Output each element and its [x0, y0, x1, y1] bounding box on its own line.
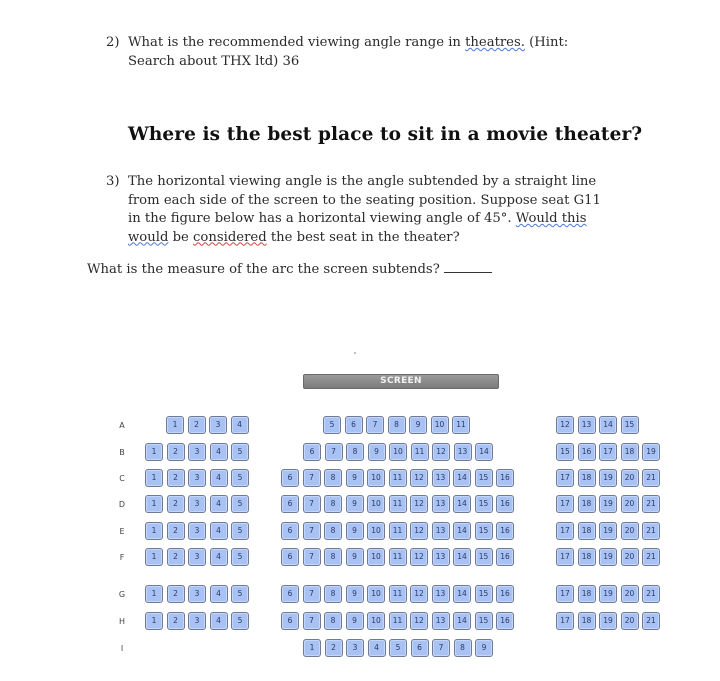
seat-g4[interactable]: 4	[210, 585, 228, 603]
seat-i6[interactable]: 6	[411, 639, 429, 657]
seat-h2[interactable]: 2	[167, 612, 185, 630]
seat-d18[interactable]: 18	[578, 495, 596, 513]
question-3	[106, 173, 686, 247]
stray-mark	[354, 352, 356, 354]
seat-g7[interactable]: 7	[303, 585, 321, 603]
seat-g15[interactable]: 15	[475, 585, 493, 603]
seat-a3[interactable]: 3	[209, 416, 227, 434]
seat-d11[interactable]: 11	[389, 495, 407, 513]
seat-c1[interactable]: 1	[145, 469, 163, 487]
arc-question	[87, 262, 492, 277]
seat-h11[interactable]: 11	[389, 612, 407, 630]
seat-e8[interactable]: 8	[324, 522, 342, 540]
spelling-flag-considered[interactable]: considered	[193, 229, 267, 245]
row-label-i: I	[120, 644, 124, 653]
seat-c19[interactable]: 19	[599, 469, 617, 487]
seat-f21[interactable]: 21	[642, 548, 660, 566]
seat-d14[interactable]: 14	[453, 495, 471, 513]
seat-a13[interactable]: 13	[578, 416, 596, 434]
seat-g11[interactable]: 11	[389, 585, 407, 603]
seat-f7[interactable]: 7	[303, 548, 321, 566]
seat-f16[interactable]: 16	[496, 548, 514, 566]
row-label-a: A	[119, 421, 125, 430]
seat-f9[interactable]: 9	[346, 548, 364, 566]
seat-h20[interactable]: 20	[621, 612, 639, 630]
question-2-number: 2)	[106, 35, 120, 50]
seat-a8[interactable]: 8	[388, 416, 406, 434]
section-heading: Where is the best place to sit in a movie theater?	[128, 124, 643, 145]
seat-a9[interactable]: 9	[409, 416, 427, 434]
seat-d16[interactable]: 16	[496, 495, 514, 513]
seat-d5[interactable]: 5	[231, 495, 249, 513]
grammar-flag-would-this[interactable]: Would this	[515, 211, 587, 226]
seat-e13[interactable]: 13	[432, 522, 450, 540]
seat-e21[interactable]: 21	[642, 522, 660, 540]
seat-h10[interactable]: 10	[367, 612, 385, 630]
seat-b11[interactable]: 11	[411, 443, 429, 461]
question-3-line2: from each side of the screen to the seating position. Suppose seat G11	[128, 192, 601, 208]
seat-e1[interactable]: 1	[145, 522, 163, 540]
seat-f1[interactable]: 1	[145, 548, 163, 566]
seat-g14[interactable]: 14	[453, 585, 471, 603]
seat-b8[interactable]: 8	[346, 443, 364, 461]
seat-d15[interactable]: 15	[475, 495, 493, 513]
seat-b6[interactable]: 6	[303, 443, 321, 461]
seat-f14[interactable]: 14	[453, 548, 471, 566]
seat-b14[interactable]: 14	[475, 443, 493, 461]
seat-g2[interactable]: 2	[167, 585, 185, 603]
seat-c3[interactable]: 3	[188, 469, 206, 487]
question-2-line1: What is the recommended viewing angle range in	[128, 35, 466, 50]
seat-d8[interactable]: 8	[324, 495, 342, 513]
seat-e4[interactable]: 4	[210, 522, 228, 540]
seat-c16[interactable]: 16	[496, 469, 514, 487]
seat-h1[interactable]: 1	[145, 612, 163, 630]
seat-c18[interactable]: 18	[578, 469, 596, 487]
seat-d10[interactable]: 10	[367, 495, 385, 513]
seat-b19[interactable]: 19	[642, 443, 660, 461]
seat-c5[interactable]: 5	[231, 469, 249, 487]
seat-e10[interactable]: 10	[367, 522, 385, 540]
seat-c6[interactable]: 6	[281, 469, 299, 487]
seat-c8[interactable]: 8	[324, 469, 342, 487]
seat-a6[interactable]: 6	[345, 416, 363, 434]
seat-h13[interactable]: 13	[432, 612, 450, 630]
seat-i2[interactable]: 2	[325, 639, 343, 657]
seat-a12[interactable]: 12	[556, 416, 574, 434]
seat-b1[interactable]: 1	[145, 443, 163, 461]
seat-e19[interactable]: 19	[599, 522, 617, 540]
seat-f8[interactable]: 8	[324, 548, 342, 566]
seat-a15[interactable]: 15	[621, 416, 639, 434]
seat-a4[interactable]: 4	[231, 416, 249, 434]
row-label-d: D	[118, 500, 126, 509]
seat-h18[interactable]: 18	[578, 612, 596, 630]
seat-f3[interactable]: 3	[188, 548, 206, 566]
seat-g19[interactable]: 19	[599, 585, 617, 603]
seat-d1[interactable]: 1	[145, 495, 163, 513]
screen-bar: SCREEN	[303, 374, 499, 389]
seat-g6[interactable]: 6	[281, 585, 299, 603]
seat-d17[interactable]: 17	[556, 495, 574, 513]
seat-g3[interactable]: 3	[188, 585, 206, 603]
seat-i4[interactable]: 4	[368, 639, 386, 657]
seat-b2[interactable]: 2	[167, 443, 185, 461]
row-label-g: G	[118, 590, 126, 599]
seat-f17[interactable]: 17	[556, 548, 574, 566]
seat-f5[interactable]: 5	[231, 548, 249, 566]
seat-f12[interactable]: 12	[410, 548, 428, 566]
question-3-text	[128, 173, 686, 247]
seat-b5[interactable]: 5	[231, 443, 249, 461]
question-3-line3: in the figure below has a horizontal viewing angle of 45°.	[128, 211, 516, 226]
seat-d7[interactable]: 7	[303, 495, 321, 513]
question-3-line4-end: the best seat in the theater?	[266, 229, 460, 245]
seat-g10[interactable]: 10	[367, 585, 385, 603]
seat-h14[interactable]: 14	[453, 612, 471, 630]
seat-g16[interactable]: 16	[496, 585, 514, 603]
seat-h7[interactable]: 7	[303, 612, 321, 630]
seat-c11[interactable]: 11	[389, 469, 407, 487]
seat-c12[interactable]: 12	[410, 469, 428, 487]
seat-c2[interactable]: 2	[167, 469, 185, 487]
seat-b13[interactable]: 13	[454, 443, 472, 461]
seat-e14[interactable]: 14	[453, 522, 471, 540]
question-3-number: 3)	[106, 174, 120, 189]
seat-d9[interactable]: 9	[346, 495, 364, 513]
seat-c10[interactable]: 10	[367, 469, 385, 487]
seat-e3[interactable]: 3	[188, 522, 206, 540]
seat-g13[interactable]: 13	[432, 585, 450, 603]
seat-i3[interactable]: 3	[346, 639, 364, 657]
seat-a5[interactable]: 5	[323, 416, 341, 434]
seat-g5[interactable]: 5	[231, 585, 249, 603]
seat-c17[interactable]: 17	[556, 469, 574, 487]
seat-g8[interactable]: 8	[324, 585, 342, 603]
seat-d20[interactable]: 20	[621, 495, 639, 513]
question-2-line1-end: (Hint:	[524, 35, 569, 50]
seat-b15[interactable]: 15	[556, 443, 574, 461]
seat-b4[interactable]: 4	[210, 443, 228, 461]
seat-g20[interactable]: 20	[621, 585, 639, 603]
seat-d3[interactable]: 3	[188, 495, 206, 513]
seat-f13[interactable]: 13	[432, 548, 450, 566]
seat-h21[interactable]: 21	[642, 612, 660, 630]
row-label-h: H	[118, 617, 125, 626]
seat-e5[interactable]: 5	[231, 522, 249, 540]
seat-b9[interactable]: 9	[368, 443, 386, 461]
seat-f4[interactable]: 4	[210, 548, 228, 566]
seat-g1[interactable]: 1	[145, 585, 163, 603]
seat-b17[interactable]: 17	[599, 443, 617, 461]
seat-b7[interactable]: 7	[325, 443, 343, 461]
seat-b16[interactable]: 16	[578, 443, 596, 461]
seat-i9[interactable]: 9	[475, 639, 493, 657]
seat-c20[interactable]: 20	[621, 469, 639, 487]
seat-c7[interactable]: 7	[303, 469, 321, 487]
seat-i8[interactable]: 8	[454, 639, 472, 657]
seat-d13[interactable]: 13	[432, 495, 450, 513]
seat-e12[interactable]: 12	[410, 522, 428, 540]
seat-h16[interactable]: 16	[496, 612, 514, 630]
seat-a2[interactable]: 2	[188, 416, 206, 434]
seat-e9[interactable]: 9	[346, 522, 364, 540]
seat-c15[interactable]: 15	[475, 469, 493, 487]
seat-b12[interactable]: 12	[432, 443, 450, 461]
seat-c9[interactable]: 9	[346, 469, 364, 487]
seat-h4[interactable]: 4	[210, 612, 228, 630]
seat-h15[interactable]: 15	[475, 612, 493, 630]
seat-e16[interactable]: 16	[496, 522, 514, 540]
seat-b10[interactable]: 10	[389, 443, 407, 461]
seat-h19[interactable]: 19	[599, 612, 617, 630]
seat-i5[interactable]: 5	[389, 639, 407, 657]
seat-f15[interactable]: 15	[475, 548, 493, 566]
seat-i7[interactable]: 7	[432, 639, 450, 657]
seat-e15[interactable]: 15	[475, 522, 493, 540]
seat-h3[interactable]: 3	[188, 612, 206, 630]
seat-d19[interactable]: 19	[599, 495, 617, 513]
question-2-line2: Search about THX ltd) 36	[128, 53, 300, 69]
seat-f2[interactable]: 2	[167, 548, 185, 566]
question-3-line4-mid: be	[168, 229, 194, 245]
seat-e18[interactable]: 18	[578, 522, 596, 540]
seat-g21[interactable]: 21	[642, 585, 660, 603]
seat-a1[interactable]: 1	[166, 416, 184, 434]
seat-a14[interactable]: 14	[599, 416, 617, 434]
seat-d12[interactable]: 12	[410, 495, 428, 513]
seat-f11[interactable]: 11	[389, 548, 407, 566]
seat-d2[interactable]: 2	[167, 495, 185, 513]
seat-g18[interactable]: 18	[578, 585, 596, 603]
row-label-c: C	[119, 474, 125, 483]
seat-f19[interactable]: 19	[599, 548, 617, 566]
seat-i1[interactable]: 1	[303, 639, 321, 657]
question-2-text	[128, 34, 666, 71]
seat-h8[interactable]: 8	[324, 612, 342, 630]
seat-c13[interactable]: 13	[432, 469, 450, 487]
seat-c4[interactable]: 4	[210, 469, 228, 487]
seat-e6[interactable]: 6	[281, 522, 299, 540]
seat-h6[interactable]: 6	[281, 612, 299, 630]
seat-h5[interactable]: 5	[231, 612, 249, 630]
seat-g12[interactable]: 12	[410, 585, 428, 603]
seat-f20[interactable]: 20	[621, 548, 639, 566]
seat-b18[interactable]: 18	[621, 443, 639, 461]
seat-h17[interactable]: 17	[556, 612, 574, 630]
seat-f18[interactable]: 18	[578, 548, 596, 566]
row-label-e: E	[119, 527, 125, 536]
seat-c21[interactable]: 21	[642, 469, 660, 487]
seat-e17[interactable]: 17	[556, 522, 574, 540]
seat-d6[interactable]: 6	[281, 495, 299, 513]
seat-f10[interactable]: 10	[367, 548, 385, 566]
question-3-line1: The horizontal viewing angle is the angle subtended by a straight line	[128, 174, 597, 189]
grammar-flag-theatres[interactable]: theatres.	[465, 35, 525, 50]
seat-f6[interactable]: 6	[281, 548, 299, 566]
seat-e7[interactable]: 7	[303, 522, 321, 540]
seat-e20[interactable]: 20	[621, 522, 639, 540]
seat-g17[interactable]: 17	[556, 585, 574, 603]
seat-a10[interactable]: 10	[431, 416, 449, 434]
seat-e2[interactable]: 2	[167, 522, 185, 540]
arc-question-text: What is the measure of the arc the screen subtends?	[87, 262, 440, 277]
row-label-b: B	[119, 448, 125, 457]
seat-h9[interactable]: 9	[346, 612, 364, 630]
row-label-f: F	[119, 553, 125, 562]
seat-c14[interactable]: 14	[453, 469, 471, 487]
question-2	[106, 34, 666, 71]
seat-e11[interactable]: 11	[389, 522, 407, 540]
seat-d4[interactable]: 4	[210, 495, 228, 513]
seat-g9[interactable]: 9	[346, 585, 364, 603]
seat-a7[interactable]: 7	[366, 416, 384, 434]
seat-d21[interactable]: 21	[642, 495, 660, 513]
seat-a11[interactable]: 11	[452, 416, 470, 434]
seat-b3[interactable]: 3	[188, 443, 206, 461]
seat-h12[interactable]: 12	[410, 612, 428, 630]
grammar-flag-would[interactable]: would	[128, 229, 169, 245]
answer-blank[interactable]	[444, 271, 492, 273]
